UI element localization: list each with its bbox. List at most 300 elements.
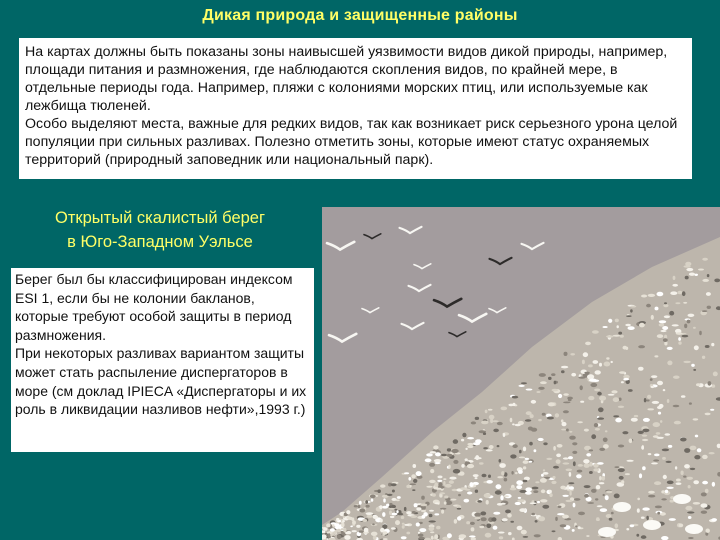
colony-bird	[467, 437, 474, 439]
colony-bird	[434, 459, 441, 462]
colony-bird	[572, 442, 577, 445]
colony-bird	[666, 487, 673, 489]
colony-bird	[707, 274, 710, 277]
colony-bird	[680, 438, 687, 442]
bird-colony-image	[322, 207, 720, 540]
colony-bird	[665, 433, 671, 436]
colony-bird	[606, 335, 613, 337]
colony-bird	[599, 476, 602, 480]
colony-bird	[597, 392, 602, 396]
colony-bird	[584, 372, 590, 374]
colony-bird	[687, 477, 693, 480]
colony-bird	[380, 519, 383, 523]
colony-bird	[698, 269, 704, 271]
colony-bird	[657, 334, 663, 338]
colony-bird	[613, 397, 619, 402]
colony-bird	[648, 453, 652, 455]
colony-bird	[663, 304, 668, 307]
colony-bird	[523, 447, 526, 452]
colony-bird	[639, 473, 642, 478]
colony-bird	[659, 323, 665, 326]
colony-bird	[575, 525, 577, 527]
colony-bird	[465, 448, 467, 450]
colony-bird	[590, 383, 597, 387]
colony-bird	[501, 407, 508, 411]
colony-bird	[422, 515, 426, 519]
colony-bird	[510, 454, 516, 458]
colony-bird	[589, 462, 592, 467]
colony-bird	[638, 431, 644, 434]
colony-bird	[447, 533, 452, 538]
colony-bird	[646, 400, 649, 402]
colony-bird	[658, 412, 661, 415]
colony-bird	[642, 439, 648, 441]
colony-bird	[566, 469, 573, 472]
colony-bird	[532, 487, 539, 490]
colony-bird	[531, 400, 536, 404]
colony-bird	[637, 498, 640, 501]
colony-bird	[434, 513, 439, 515]
colony-bird	[586, 453, 591, 456]
colony-bird	[693, 502, 700, 505]
colony-bird	[481, 421, 488, 425]
colony-bird	[636, 534, 639, 537]
colony-bird	[525, 419, 531, 422]
colony-bird	[444, 496, 448, 499]
colony-bird	[483, 447, 488, 449]
colony-bird	[609, 518, 613, 521]
colony-bird	[443, 481, 445, 486]
colony-bird	[412, 511, 416, 514]
colony-bird	[642, 507, 649, 510]
colony-bird	[709, 452, 715, 454]
colony-bird	[605, 430, 608, 432]
colony-bird	[471, 421, 476, 424]
colony-bird	[563, 457, 569, 459]
colony-bird	[553, 466, 559, 469]
colony-bird	[682, 291, 686, 296]
colony-bird	[604, 362, 611, 367]
colony-bird	[588, 364, 593, 367]
colony-bird	[485, 533, 492, 538]
colony-bird	[354, 505, 358, 507]
colony-bird	[712, 482, 715, 487]
colony-bird	[435, 452, 441, 456]
colony-bird	[707, 306, 711, 309]
colony-bird	[414, 503, 418, 507]
colony-bird	[569, 436, 576, 440]
colony-bird	[371, 498, 374, 501]
colony-bird	[614, 466, 619, 468]
colony-bird	[701, 492, 707, 496]
colony-bird	[702, 481, 708, 485]
colony-bird	[549, 493, 552, 497]
colony-bird	[583, 459, 589, 463]
colony-bird	[563, 462, 570, 464]
colony-bird	[587, 502, 594, 504]
colony-bird	[461, 464, 464, 468]
colony-bird	[651, 375, 657, 378]
colony-bird	[475, 477, 478, 479]
colony-bird	[411, 474, 416, 478]
colony-bird	[469, 535, 476, 537]
colony-bird	[595, 370, 601, 374]
colony-bird	[555, 517, 558, 521]
colony-bird	[613, 415, 619, 417]
colony-bird	[429, 510, 434, 512]
colony-bird	[668, 445, 672, 448]
colony-bird	[383, 531, 388, 535]
colony-bird	[535, 520, 538, 523]
colony-bird	[672, 284, 678, 287]
colony-bird	[572, 451, 577, 454]
colony-bird	[387, 494, 393, 496]
colony-bird	[406, 511, 411, 514]
colony-bird	[708, 381, 712, 386]
colony-bird	[639, 323, 645, 328]
colony-bird	[497, 445, 500, 447]
colony-bird	[687, 511, 694, 513]
colony-bird	[540, 499, 547, 502]
colony-bird	[481, 517, 487, 521]
colony-bird	[389, 511, 392, 516]
colony-bird	[508, 532, 512, 535]
colony-bird	[643, 418, 650, 422]
colony-bird	[461, 439, 464, 442]
colony-bird	[556, 459, 561, 464]
colony-bird	[702, 310, 707, 312]
colony-bird	[359, 501, 362, 505]
colony-bird	[569, 472, 572, 477]
colony-bird	[586, 535, 589, 537]
colony-bird	[549, 490, 552, 493]
colony-bird	[662, 449, 669, 452]
colony-bird	[499, 536, 503, 539]
colony-bird	[588, 396, 594, 400]
colony-bird	[574, 498, 580, 501]
colony-bird	[466, 521, 470, 524]
colony-bird	[557, 444, 563, 448]
colony-bird	[334, 523, 339, 526]
colony-bird	[660, 420, 662, 423]
colony-bird	[367, 515, 373, 518]
colony-bird	[436, 526, 440, 530]
colony-bird	[598, 407, 604, 412]
colony-bird	[390, 516, 395, 518]
colony-bird	[523, 466, 526, 469]
colony-bird	[489, 445, 494, 449]
colony-bird	[642, 466, 646, 470]
colony-bird	[706, 529, 710, 533]
colony-bird	[480, 511, 486, 515]
colony-bird	[490, 418, 493, 423]
colony-bird	[346, 531, 351, 534]
colony-bird	[622, 431, 628, 434]
colony-bird	[606, 357, 609, 359]
colony-bird	[499, 463, 506, 468]
colony-bird	[705, 413, 711, 416]
colony-bird	[595, 498, 598, 500]
colony-bird	[430, 451, 437, 453]
colony-bird	[528, 427, 533, 431]
colony-bird	[382, 512, 385, 517]
colony-bird	[603, 494, 605, 496]
colony-bird	[488, 409, 493, 411]
colony-bird	[662, 457, 666, 460]
colony-bird	[401, 536, 407, 539]
colony-bird	[611, 361, 613, 363]
colony-bird	[519, 508, 526, 512]
colony-bird	[372, 523, 375, 525]
colony-bird	[617, 325, 619, 328]
colony-bird	[560, 524, 567, 527]
colony-bird	[417, 505, 421, 507]
colony-bird	[485, 410, 488, 414]
colony-bird	[664, 315, 670, 318]
colony-bird	[336, 518, 339, 521]
colony-bird	[646, 304, 651, 308]
colony-bird	[486, 449, 493, 451]
colony-bird	[642, 429, 649, 433]
colony-bird	[626, 528, 629, 530]
colony-bird	[615, 523, 619, 528]
colony-bird	[546, 458, 552, 460]
colony-bird	[618, 445, 624, 448]
colony-bird	[540, 478, 547, 483]
colony-bird	[606, 491, 612, 494]
colony-bird	[591, 434, 596, 439]
colony-bird	[582, 360, 585, 365]
colony-bird	[543, 469, 545, 471]
colony-bird	[542, 505, 549, 509]
colony-bird	[401, 516, 405, 519]
photo-caption-line: Открытый скалистый берег	[55, 209, 265, 227]
colony-bird	[651, 386, 654, 388]
colony-bird	[487, 480, 493, 484]
colony-bird	[710, 409, 714, 411]
colony-bird	[638, 367, 644, 371]
colony-bird	[611, 512, 614, 515]
colony-bird	[426, 453, 433, 456]
colony-bird	[657, 406, 662, 409]
colony-bird	[416, 471, 422, 476]
colony-bird	[366, 512, 374, 515]
colony-bird	[598, 527, 616, 537]
colony-bird	[483, 432, 486, 435]
colony-bird	[409, 483, 416, 485]
colony-bird	[380, 484, 385, 487]
colony-bird	[497, 422, 503, 425]
colony-bird	[676, 479, 681, 482]
colony-bird	[482, 474, 487, 478]
colony-bird	[383, 498, 386, 502]
colony-bird	[538, 516, 545, 521]
colony-bird	[599, 482, 605, 484]
colony-bird	[467, 492, 472, 495]
colony-bird	[505, 510, 511, 514]
colony-bird	[397, 496, 401, 499]
colony-bird	[647, 408, 654, 410]
colony-bird	[449, 477, 456, 480]
colony-bird	[602, 476, 606, 481]
colony-bird	[525, 487, 532, 491]
colony-bird	[568, 456, 573, 459]
colony-bird	[553, 446, 556, 451]
colony-bird	[677, 291, 682, 295]
colony-bird	[475, 490, 478, 493]
colony-bird	[459, 534, 467, 538]
colony-bird	[530, 414, 534, 418]
colony-bird	[654, 481, 661, 485]
colony-bird	[448, 465, 450, 469]
colony-bird	[537, 501, 540, 503]
colony-bird	[611, 390, 617, 393]
colony-bird	[583, 352, 588, 357]
colony-bird	[529, 442, 533, 446]
colony-bird	[653, 459, 659, 461]
colony-bird	[667, 361, 672, 366]
colony-bird	[510, 418, 513, 423]
colony-bird	[580, 401, 584, 403]
colony-bird	[603, 326, 608, 328]
colony-bird	[429, 520, 436, 522]
colony-bird	[552, 530, 556, 532]
colony-bird	[648, 491, 655, 494]
colony-bird	[525, 491, 532, 494]
intro-paragraph: На картах должны быть показаны зоны наивысшей уязвимости видов дикой природы, например, площади питания и размножения, где наблюдаются скопления видов, по крайней мере, в отдельные периоды года. Например, пляжи с колониями морских птиц, или используемые как лежбища тюленей.	[25, 44, 668, 114]
colony-bird	[561, 429, 566, 431]
colony-bird	[438, 476, 443, 479]
colony-bird	[665, 490, 668, 494]
colony-bird	[630, 309, 633, 312]
colony-bird	[551, 481, 556, 484]
colony-bird	[343, 528, 346, 533]
colony-bird	[552, 476, 555, 479]
colony-bird	[323, 527, 327, 530]
colony-bird	[370, 494, 376, 498]
colony-bird	[578, 464, 583, 467]
colony-bird	[563, 402, 570, 404]
colony-bird	[439, 492, 445, 494]
colony-bird	[637, 508, 640, 512]
colony-bird	[676, 482, 682, 485]
colony-bird	[473, 474, 479, 477]
colony-bird	[395, 520, 400, 525]
colony-bird	[688, 516, 692, 519]
colony-bird	[694, 345, 699, 350]
colony-bird	[426, 486, 432, 488]
colony-bird	[530, 502, 537, 504]
colony-bird	[679, 524, 684, 528]
colony-bird	[562, 495, 568, 497]
colony-bird	[341, 522, 345, 527]
colony-bird	[429, 514, 433, 518]
colony-bird	[458, 494, 461, 496]
colony-bird	[669, 311, 674, 316]
colony-bird	[608, 319, 612, 323]
colony-bird	[676, 332, 683, 335]
colony-bird	[603, 438, 608, 443]
colony-bird	[584, 463, 590, 468]
colony-bird	[615, 418, 622, 423]
colony-bird	[413, 464, 417, 468]
colony-bird	[657, 381, 663, 386]
colony-bird	[475, 417, 479, 420]
colony-bird	[589, 379, 597, 382]
colony-bird	[651, 315, 654, 320]
colony-bird	[392, 490, 395, 493]
colony-bird	[701, 511, 707, 514]
colony-bird	[685, 262, 691, 266]
colony-bird	[346, 510, 350, 514]
colony-bird	[605, 495, 609, 500]
colony-bird	[538, 419, 542, 421]
colony-bird	[445, 484, 452, 488]
colony-bird	[562, 422, 567, 426]
colony-bird	[464, 499, 470, 503]
colony-bird	[678, 337, 681, 341]
colony-bird	[493, 512, 500, 515]
colony-bird	[697, 448, 702, 452]
colony-bird	[491, 517, 496, 521]
colony-bird	[431, 536, 434, 540]
colony-bird	[688, 485, 691, 488]
colony-bird	[517, 526, 523, 531]
colony-bird	[674, 421, 681, 425]
colony-bird	[467, 443, 473, 446]
colony-bird	[589, 471, 593, 474]
colony-bird	[657, 292, 664, 297]
colony-bird	[566, 500, 573, 502]
colony-bird	[523, 536, 529, 538]
colony-bird	[702, 356, 705, 359]
colony-bird	[686, 268, 693, 271]
colony-bird	[566, 429, 569, 432]
colony-bird	[389, 508, 396, 510]
colony-bird	[512, 444, 517, 448]
colony-bird	[515, 472, 518, 474]
colony-bird	[675, 302, 680, 304]
colony-bird	[402, 525, 405, 529]
colony-bird	[479, 526, 484, 529]
colony-bird	[515, 424, 521, 427]
colony-bird	[371, 532, 378, 536]
colony-bird	[667, 399, 670, 403]
colony-bird	[670, 291, 677, 295]
colony-bird	[561, 370, 565, 373]
colony-bird	[473, 442, 480, 445]
colony-bird	[495, 490, 502, 494]
colony-bird	[577, 470, 583, 473]
photo-caption	[10, 206, 310, 254]
colony-bird	[510, 521, 514, 523]
colony-bird	[628, 326, 635, 330]
colony-bird	[688, 314, 695, 317]
colony-bird	[578, 526, 581, 529]
colony-bird	[457, 508, 461, 510]
colony-bird	[702, 258, 708, 261]
colony-bird	[402, 523, 405, 525]
colony-bird	[600, 508, 607, 512]
colony-bird	[714, 279, 720, 283]
colony-bird	[335, 526, 340, 528]
note-text-box	[11, 268, 314, 452]
colony-bird	[521, 382, 527, 384]
colony-bird	[641, 446, 644, 450]
colony-bird	[536, 391, 540, 393]
colony-bird	[630, 524, 635, 527]
colony-bird	[498, 532, 505, 534]
